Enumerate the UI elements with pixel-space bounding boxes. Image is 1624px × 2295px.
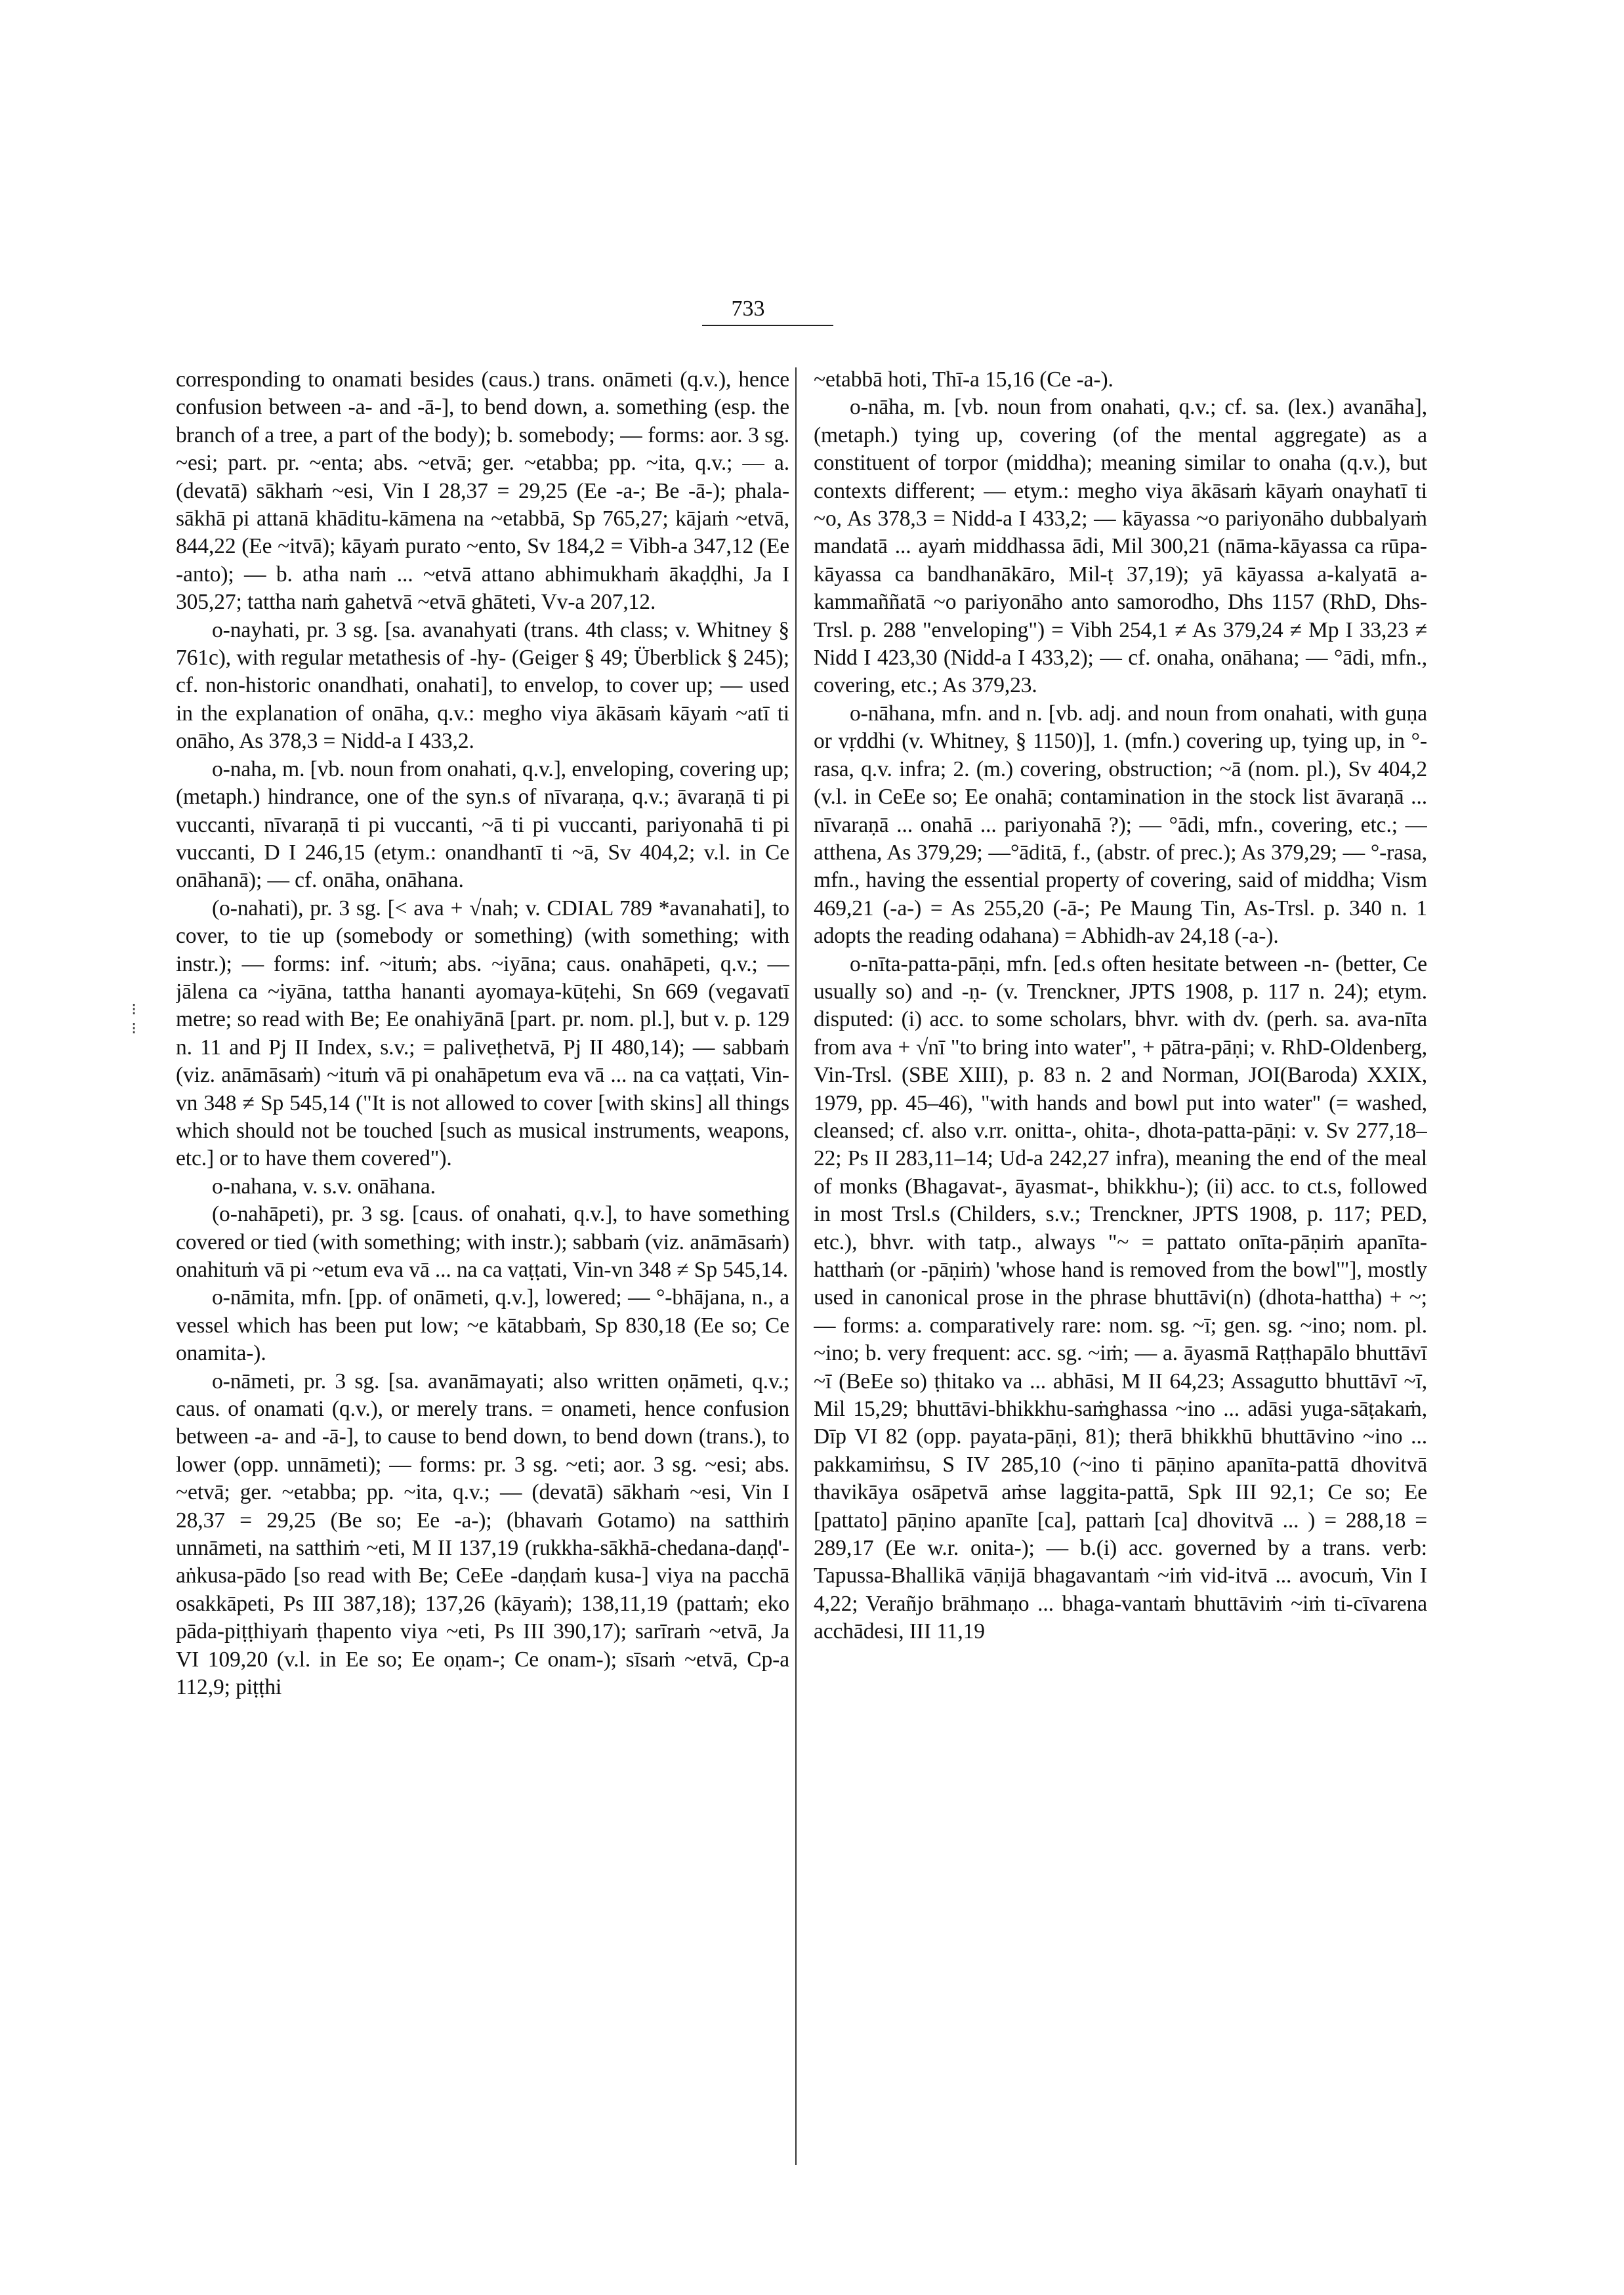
entry-o-nita-patta-pani: o-nīta-patta-pāṇi, mfn. [ed.s often hesitate between -n- (better, Ce usually so) and -ṇ- (v. Trenckner, JPTS 1908, p. 117 n. 24); etym. disputed: (i) acc. to some scholars, bhvr. with dv. (perh. sa. ava-nīta from ava + √nī "to bring into water", + pātra-pāṇi; v. RhD-Oldenberg, Vin-Trsl. (SBE XIII), p. 83 n. 2 and Norman, JOI(Baroda) XXIX, 1979, pp. 45–46), "with hands and bowl put into water" (= washed, cleansed; cf. also v.rr. onitta-, ohita-, dhota-patta-pāṇi: v. Sv 277,18–22; Ps II 283,11–14; Ud-a 242,27 infra), meaning the end of the meal of monks (Bhagavat-, āyasmat-, bhikkhu-); (ii) acc. to ct.s, followed in most Trsl.s (Childers, s.v.; Trenckner, JPTS 1908, p. 117; PED, etc.), bhvr. with tatp., always "~ = pattato onīta-pāṇiṁ apanīta-hatthaṁ (or -pāṇiṁ) 'whose hand is removed from the bowl'"], mostly used in canonical prose in the phrase bhuttāvi(n) (dhota-hattha) + ~; — forms: a. comparatively rare: nom. sg. ~ī; gen. sg. ~ino; nom. pl. ~ino; b. very frequent: acc. sg. ~iṁ; — a. āyasmā Raṭṭhapālo bhuttāvī ~ī (BeEe so) ṭhitako va ... abhāsi, M II 64,23; Assagutto bhuttāvī ~ī, Mil 15,29; bhuttāvi-bhikkhu-saṁghassa ~ino ... adāsi yuga-sāṭakaṁ, Dīp VI 82 (opp. payata-pāṇi, 81); therā bhikkhū bhuttāvino ~ino ... pakkamiṁsu, S IV 285,10 (~ino ti pāṇino apanīta-pattā dhovitvā thavikāya osāpetvā aṁse laggita-pattā, Spk III 92,1; Ce so; Ee [pattato] pāṇino apanīte [ca], pattaṁ [ca] dhovitvā ... ) = 288,18 = 289,17 (Ee w.r. onita-); — b.(i) acc. governed by a trans. verb: Tapussa-Bhallikā vāṇijā bhagavantaṁ ~iṁ vid-itvā ... avocuṁ, Vin I 4,22; Verañjo brāhmaṇo ... bhaga-vantaṁ bhuttāviṁ ~iṁ ti-cīvarena acchādesi, III 11,19 — [814, 951, 1427, 1644]
entry-continuation: ~etabbā hoti, Thī-a 15,16 (Ce -a-). — [814, 367, 1114, 392]
right-column — [814, 366, 1427, 2256]
entry-o-nahana: o-nahana, v. s.v. onāhana. — [212, 1174, 436, 1199]
entry-o-naha-m: o-nāha, m. [vb. noun from onahati, q.v.; cf. sa. (lex.) avanāha], (metaph.) tying up, covering (of the mental aggregate) as a constituent of torpor (middha); meaning similar to onaha (q.v.), but contexts different; — etym.: megho viya ākāsaṁ kāyaṁ onayhatī ti ~o, As 378,3 = Nidd-a I 433,2; — kāyassa ~o pariyonāho dubbalyaṁ mandatā ... ayaṁ middhassa ādi, Mil 300,21 (nāma-kāyassa ca rūpa-kāyassa ca bandhanākāro, Mil-ṭ 37,19); yā kāyassa a-kalyatā a-kammaññatā ~o pariyonāho anto samorodho, Dhs 1157 (RhD, Dhs-Trsl. p. 288 "enveloping") = Vibh 254,1 ≠ As 379,24 ≠ Mp I 33,23 ≠ Nidd I 423,30 (Nidd-a I 433,2); — cf. onaha, onāhana; — °ādi, mfn., covering, etc.; As 379,23. — [814, 395, 1427, 698]
page-number: 733 — [731, 297, 765, 321]
entry-o-nayhati: o-nayhati, pr. 3 sg. [sa. avanahyati (trans. 4th class; v. Whitney § 761c), with regular metathesis of -hy- (Geiger § 49; Überblick § 245); cf. non-historic onandhati, onahati], to envelop, to cover up; — used in the explanation of onāha, q.v.: megho viya ākāsaṁ kāyaṁ ~atī ti onāho, As 378,3 = Nidd-a I 433,2. — [176, 617, 789, 754]
entry-o-nahapeti: (o-nahāpeti), pr. 3 sg. [caus. of onahati, q.v.], to have something covered or tied (with something; with instr.); sabbaṁ (viz. anāmāsaṁ) onahituṁ vā pi ~etum eva vā ... na ca vaṭṭati, Vin-vn 348 ≠ Sp 545,14. — [176, 1202, 789, 1282]
entry-o-naha: o-naha, m. [vb. noun from onahati, q.v.], enveloping, covering up; (metaph.) hindrance, one of the syn.s of nīvaraṇa, q.v.; āvaraṇā ti pi vuccanti, nīvaraṇā ti pi vuccanti, ~ā ti pi vuccanti, pariyonahā ti pi vuccanti, D I 246,15 (etym.: onandhantī ti ~ā, Sv 404,2; v.l. in Ce onāhanā); — cf. onāha, onāhana. — [176, 756, 789, 893]
entry-o-namita: o-nāmita, mfn. [pp. of onāmeti, q.v.], lowered; — °-bhājana, n., a vessel which has been put low; ~e kātabbaṁ, Sp 830,18 (Ee so; Ce onamita-). — [176, 1285, 789, 1366]
column-divider — [795, 367, 797, 2165]
page-number-rule — [702, 325, 833, 326]
entry-o-nahana-mfn: o-nāhana, mfn. and n. [vb. adj. and noun from onahati, with guṇa or vṛddhi (v. Whitney, § 1150)], 1. (mfn.) covering up, tying up, in °-rasa, q.v. infra; 2. (m.) covering, obstruction; ~ā (nom. pl.), Sv 404,2 (v.l. in CeEe so; Ee onahā; contamination in the stock list āvaraṇā ... nīvaraṇā ... onahā ... pariyonahā ?); — °ādi, mfn., covering, etc.; —atthena, As 379,29; —°āditā, f., (abstr. of prec.); As 379,29; — °-rasa, mfn., having the essential property of covering, said of middha; Vism 469,21 (-a-) = As 255,20 (-ā-; Pe Maung Tin, As-Trsl. p. 340 n. 1 adopts the reading odahana) = Abhidh-av 24,18 (-a-). — [814, 701, 1427, 949]
left-column — [176, 366, 789, 2111]
margin-mark: ⁝ ⁝ — [131, 1000, 137, 1038]
entry-o-nameti: o-nāmeti, pr. 3 sg. [sa. avanāmayati; also written oṇāmeti, q.v.; caus. of onamati (q.v.), or merely trans. = onameti, hence confusion between -a- and -ā-], to cause to bend down, to bend down (trans.), to lower (opp. unnāmeti); — forms: pr. 3 sg. ~eti; aor. 3 sg. ~esi; abs. ~etvā; ger. ~etabba; pp. ~ita, q.v.; — (devatā) sākhaṁ ~esi, Vin I 28,37 = 29,25 (Be so; Ee -a-); (bhavaṁ Gotamo) na satthiṁ unnāmeti, na satthiṁ ~eti, M II 137,19 (rukkha-sākhā-chedana-daṇḍ'-aṅkusa-pādo [so read with Be; CeEe -daṇḍaṁ kusa-] viya na pacchā osakkāpeti, Ps III 387,18); 137,26 (kāyaṁ); 138,11,19 (pattaṁ; eko pāda-piṭṭhiyaṁ ṭhapento viya ~eti, Ps III 390,17); sarīraṁ ~etvā, Ja VI 109,20 (v.l. in Ee so; Ee oṇam-; Ce onam-); sīsaṁ ~etvā, Cp-a 112,9; piṭṭhi — [176, 1369, 789, 1700]
entry-continuation: corresponding to onamati besides (caus.) trans. onāmeti (q.v.), hence confusion between -a- and -ā-], to bend down, a. something (esp. the branch of a tree, a part of the body); b. somebody; — forms: aor. 3 sg. ~esi; part. pr. ~enta; abs. ~etvā; ger. ~etabba; pp. ~ita, q.v.; — a. (devatā) sākhaṁ ~esi, Vin I 28,37 = 29,25 (Ee -a-; Be -ā-); phala-sākhā pi attanā khāditu-kāmena na ~etabbā, Sp 765,27; kājaṁ ~etvā, 844,22 (Ee ~itvā); kāyaṁ purato ~ento, Sv 184,2 = Vibh-a 347,12 (Ee -anto); — b. atha naṁ ... ~etvā attano abhimukhaṁ ākaḍḍhi, Ja I 305,27; tattha naṁ gahetvā ~etvā ghāteti, Vv-a 207,12. — [176, 367, 789, 615]
entry-o-nahati: (o-nahati), pr. 3 sg. [< ava + √nah; v. CDIAL 789 *avanahati], to cover, to tie up (somebody or something) (with something; with instr.); — forms: inf. ~ituṁ; abs. ~iyāna; caus. onahāpeti, q.v.; — jālena ca ~iyāna, tattha hananti ayomaya-kūṭehi, Sn 669 (vegavatī metre; so read with Be; Ee onahiyānā [part. pr. nom. pl.], but v. p. 129 n. 11 and Pj II Index, s.v.; = paliveṭhetvā, Pj II 480,14); — sabbaṁ (viz. anāmāsaṁ) ~ituṁ vā pi onahāpetum eva vā ... na ca vaṭṭati, Vin-vn 348 ≠ Sp 545,14 ("It is not allowed to cover [with skins] all things which should not be touched [such as musical instruments, weapons, etc.] or to have them covered"). — [176, 896, 789, 1171]
